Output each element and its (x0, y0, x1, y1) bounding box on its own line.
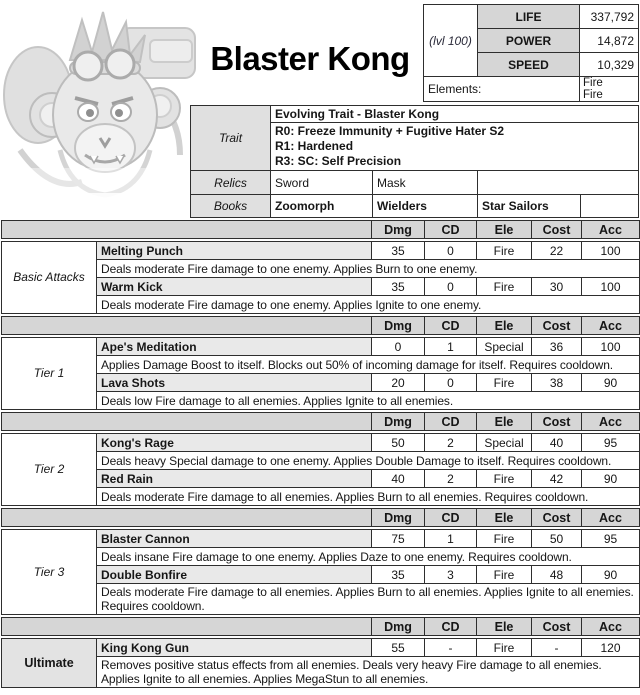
stat-acc: 90 (582, 470, 640, 488)
stat-cd: 3 (425, 566, 477, 584)
stat-dmg: 20 (372, 374, 425, 392)
stat-dmg: 55 (372, 639, 425, 657)
evolving-trait: Evolving Trait - Blaster Kong (271, 106, 639, 123)
stat-dmg: 35 (372, 242, 425, 260)
col-header-acc: Acc (582, 317, 640, 335)
section-tier-3 (1, 529, 640, 615)
stat-cost: 42 (532, 470, 582, 488)
stat-dmg: 35 (372, 566, 425, 584)
relic-1: Sword (271, 171, 373, 195)
stat-cd: 0 (425, 278, 477, 296)
stat-cd: 1 (425, 338, 477, 356)
trait-panel (190, 105, 639, 218)
section-basic-attacks (1, 241, 640, 314)
element-2: Fire (583, 89, 603, 101)
stat-acc: 90 (582, 566, 640, 584)
col-header-dmg: Dmg (372, 413, 425, 431)
ability-description: Deals heavy Special damage to one enemy. Applies Double Damage to itself. Requires cooldown. (97, 452, 640, 470)
ability-description: Deals moderate Fire damage to one enemy. Applies Ignite to one enemy. (97, 296, 640, 314)
ability-description: Deals insane Fire damage to one enemy. Applies Daze to one enemy. Requires cooldown. (97, 548, 640, 566)
col-header-cd: CD (425, 317, 477, 335)
book-4-empty (581, 195, 639, 218)
relic-2: Mask (373, 171, 478, 195)
col-header-cost: Cost (532, 317, 582, 335)
stats-table (423, 4, 639, 102)
column-header-row (1, 412, 640, 431)
life-label: LIFE (478, 5, 580, 29)
ability-description: Deals moderate Fire damage to all enemies. Applies Burn to all enemies. Applies Ignite to all enemies. Requires cooldown. (97, 584, 640, 615)
stat-ele: Special (477, 434, 532, 452)
section-tier-1 (1, 337, 640, 410)
header-blank (2, 509, 372, 527)
column-header-row (1, 617, 640, 636)
ability-description: Applies Damage Boost to itself. Blocks out 50% of incoming damage for itself. Requires cooldown. (97, 356, 640, 374)
section-ultimate (1, 638, 640, 688)
stat-cost: 38 (532, 374, 582, 392)
col-header-acc: Acc (582, 221, 640, 239)
ability-name: Kong's Rage (97, 434, 372, 452)
col-header-ele: Ele (477, 509, 532, 527)
col-header-acc: Acc (582, 413, 640, 431)
life-value: 337,792 (580, 5, 639, 29)
trait-rank-r3: R3: SC: Self Precision (275, 154, 402, 168)
tier-label: Tier 1 (2, 338, 97, 410)
stat-ele: Fire (477, 278, 532, 296)
ability-name: Double Bonfire (97, 566, 372, 584)
stat-cd: 2 (425, 470, 477, 488)
stat-ele: Fire (477, 639, 532, 657)
trait-label: Trait (191, 106, 271, 171)
col-header-ele: Ele (477, 413, 532, 431)
col-header-cost: Cost (532, 413, 582, 431)
ability-description: Deals low Fire damage to all enemies. Applies Ignite to all enemies. (97, 392, 640, 410)
speed-value: 10,329 (580, 53, 639, 77)
trait-rank-r0: R0: Freeze Immunity + Fugitive Hater S2 (275, 124, 505, 138)
book-2: Wielders (373, 195, 478, 218)
stat-cd: 2 (425, 434, 477, 452)
stat-cost: 40 (532, 434, 582, 452)
col-header-ele: Ele (477, 317, 532, 335)
stat-cost: 48 (532, 566, 582, 584)
character-art (0, 0, 205, 240)
col-header-dmg: Dmg (372, 221, 425, 239)
ability-name: Blaster Cannon (97, 530, 372, 548)
col-header-cd: CD (425, 509, 477, 527)
stat-cd: 0 (425, 374, 477, 392)
stat-dmg: 35 (372, 278, 425, 296)
col-header-ele: Ele (477, 618, 532, 636)
stat-acc: 90 (582, 374, 640, 392)
tier-label: Basic Attacks (2, 242, 97, 314)
column-header-row (1, 316, 640, 335)
stat-dmg: 40 (372, 470, 425, 488)
elements-label: Elements: (424, 77, 580, 102)
section-tier-2 (1, 433, 640, 506)
stat-cost: 36 (532, 338, 582, 356)
ability-description: Removes positive status effects from all enemies. Deals very heavy Fire damage to all enemies. Applies Ignite to all enemies. Applies MegaStun to all enemies. (97, 657, 640, 688)
stat-acc: 95 (582, 530, 640, 548)
stat-ele: Fire (477, 242, 532, 260)
stat-cost: 22 (532, 242, 582, 260)
col-header-cost: Cost (532, 221, 582, 239)
header-blank (2, 618, 372, 636)
ability-description: Deals moderate Fire damage to all enemies. Applies Burn to all enemies. Requires cooldown. (97, 488, 640, 506)
tier-label: Tier 2 (2, 434, 97, 506)
ability-description: Deals moderate Fire damage to one enemy. Applies Burn to one enemy. (97, 260, 640, 278)
level-note: (lvl 100) (424, 5, 478, 77)
stat-acc: 95 (582, 434, 640, 452)
col-header-cost: Cost (532, 509, 582, 527)
stat-dmg: 75 (372, 530, 425, 548)
stat-acc: 100 (582, 242, 640, 260)
header-blank (2, 317, 372, 335)
col-header-cd: CD (425, 413, 477, 431)
col-header-cd: CD (425, 221, 477, 239)
stat-acc: 120 (582, 639, 640, 657)
page-title: Blaster Kong (210, 40, 410, 77)
stat-cost: 30 (532, 278, 582, 296)
stat-cost: 50 (532, 530, 582, 548)
book-1: Zoomorph (271, 195, 373, 218)
ability-name: Melting Punch (97, 242, 372, 260)
stat-ele: Special (477, 338, 532, 356)
trait-ranks (271, 123, 639, 171)
header-blank (2, 221, 372, 239)
col-header-cost: Cost (532, 618, 582, 636)
element-1: Fire (583, 77, 603, 89)
stat-cd: - (425, 639, 477, 657)
stat-dmg: 50 (372, 434, 425, 452)
stat-ele: Fire (477, 530, 532, 548)
column-header-row (1, 220, 640, 239)
ability-name: King Kong Gun (97, 639, 372, 657)
col-header-dmg: Dmg (372, 618, 425, 636)
stat-dmg: 0 (372, 338, 425, 356)
col-header-acc: Acc (582, 509, 640, 527)
column-header-row (1, 508, 640, 527)
power-label: POWER (478, 29, 580, 53)
stat-cost: - (532, 639, 582, 657)
stat-acc: 100 (582, 278, 640, 296)
col-header-acc: Acc (582, 618, 640, 636)
relics-label: Relics (191, 171, 271, 195)
ability-name: Warm Kick (97, 278, 372, 296)
ability-name: Lava Shots (97, 374, 372, 392)
stat-ele: Fire (477, 566, 532, 584)
relic-3-empty (478, 171, 639, 195)
elements-value (580, 77, 639, 102)
abilities-area (1, 220, 639, 690)
col-header-dmg: Dmg (372, 317, 425, 335)
ability-name: Red Rain (97, 470, 372, 488)
speed-label: SPEED (478, 53, 580, 77)
header-blank (2, 413, 372, 431)
blaster-kong-illustration (0, 0, 205, 240)
stat-ele: Fire (477, 374, 532, 392)
col-header-dmg: Dmg (372, 509, 425, 527)
ability-name: Ape's Meditation (97, 338, 372, 356)
col-header-cd: CD (425, 618, 477, 636)
col-header-ele: Ele (477, 221, 532, 239)
stat-cd: 1 (425, 530, 477, 548)
tier-label: Ultimate (2, 639, 97, 688)
book-3: Star Sailors (478, 195, 581, 218)
books-label: Books (191, 195, 271, 218)
power-value: 14,872 (580, 29, 639, 53)
stat-acc: 100 (582, 338, 640, 356)
trait-rank-r1: R1: Hardened (275, 139, 354, 153)
tier-label: Tier 3 (2, 530, 97, 615)
stat-ele: Fire (477, 470, 532, 488)
stat-cd: 0 (425, 242, 477, 260)
